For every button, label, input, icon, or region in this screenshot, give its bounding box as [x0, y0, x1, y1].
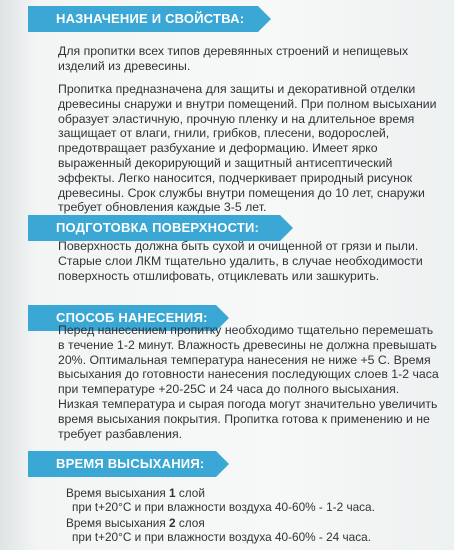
drying-layer-2-suffix: слоя [175, 516, 205, 530]
drying-layer-1-title [66, 487, 446, 501]
section-header-application: СПОСОБ НАНЕСЕНИЯ: [28, 305, 216, 331]
purpose-paragraph-1: Для пропитки всех типов деревянных строений и непищевых изделий из древесины. [58, 44, 409, 73]
drying-layer-1-condition: при t+20°С и при влажности воздуха 40-60% - 1-2 часа. [72, 499, 375, 514]
drying-layer-2-condition: при t+20°С и при влажности воздуха 40-60% - 24 часа. [72, 529, 371, 544]
surface-paragraph: Поверхность должна быть сухой и очищенной от грязи и пыли. Старые слои ЛКМ тщательно удалить, в случае необходимости поверхность отшлифовать, отциклевать или зашкурить. [58, 239, 423, 283]
section-header-drying: ВРЕМЯ ВЫСЫХАНИЯ: [28, 451, 216, 477]
purpose-paragraph-2: Пропитка предназначена для защиты и декоративной отделки древесины снаружи и внутри помещений. При полном высыхании образует эластичную, прочную пленку и на длительное время защищает от влаги, гнили, грибков, плесени, водорослей, предотвращает разбухание и деформацию. Имеет ярко выраженный декорирующий и защитный антисептический эффекты. Легко наносится, подчеркивает природный рисунок древесины. Срок службы внутри помещения до 10 лет, снаружи требует обновления каждые 3-5 лет. [58, 82, 437, 215]
drying-layer-2-number: 2 [169, 516, 176, 530]
drying-layer-1-prefix: Время высыхания [66, 486, 169, 500]
section-header-surface: ПОДГОТОВКА ПОВЕРХНОСТИ: [28, 215, 280, 241]
drying-layer-1-suffix: слой [175, 486, 205, 500]
section-header-purpose: НАЗНАЧЕНИЕ И СВОЙСТВА: [28, 6, 258, 32]
drying-layer-1-number: 1 [169, 486, 176, 500]
drying-layer-1 [66, 487, 446, 515]
drying-layer-2-title [66, 517, 446, 531]
drying-layer-2-prefix: Время высыхания [66, 516, 169, 530]
drying-layer-2 [66, 517, 446, 545]
application-paragraph: Перед нанесением пропитку необходимо тщательно перемешать в течение 1-2 минут. Влажность древесины не должна превышать 20%. Оптимальная температура нанесения не ниже +5 С. Время высыхания до готовности нанесения последующих слоев 1-2 часа при температуре +20-25С и 24 часа до полного высыхания. Низкая температура и сырая погода могут значительно увеличить время высыхания покрытия. Пропитка готова к применению и не требует разбавления. [58, 323, 439, 441]
